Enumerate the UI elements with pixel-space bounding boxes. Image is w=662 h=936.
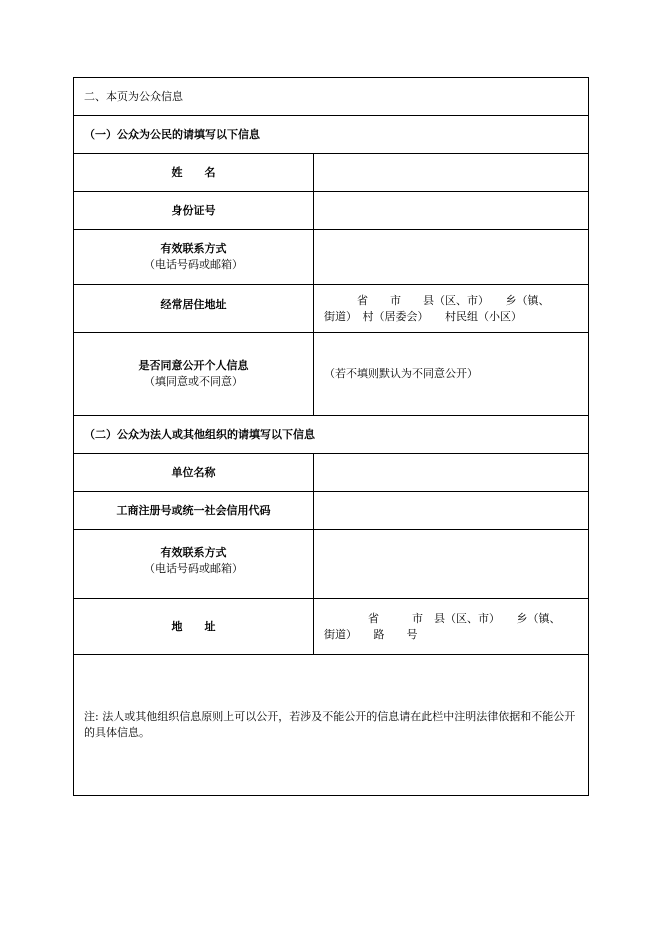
residence-address-field[interactable]: [314, 285, 589, 333]
consent-label-sub: （填同意或不同意）: [144, 375, 243, 388]
org-contact-field[interactable]: [314, 530, 589, 599]
org-address-line2: 街道） 路 号: [324, 627, 418, 641]
name-field[interactable]: [314, 154, 589, 192]
org-address-line1: 省 市 县（区、市） 乡（镇、: [324, 611, 561, 625]
page-header: 二、本页为公众信息: [74, 78, 589, 116]
residence-address-line2: 街道） 村（居委会） 村民组（小区）: [324, 309, 522, 323]
section-citizen-title: （一）公众为公民的请填写以下信息: [74, 116, 589, 154]
consent-field[interactable]: [314, 333, 589, 416]
org-address-field[interactable]: [314, 599, 589, 655]
org-name-field[interactable]: [314, 454, 589, 492]
note-cell[interactable]: [74, 655, 589, 796]
id-number-field[interactable]: [314, 192, 589, 230]
note-text: 注: 法人或其他组织信息原则上可以公开，若涉及不能公开的信息请在此栏中注明法律依据和不能公开的具体信息。: [84, 710, 576, 739]
consent-label-main: 是否同意公开个人信息: [138, 359, 249, 372]
consent-hint: （若不填则默认为不同意公开）: [324, 367, 478, 380]
citizen-contact-label-main: 有效联系方式: [160, 242, 227, 255]
id-number-label: 身份证号: [74, 192, 314, 230]
org-contact-label-sub: （电话号码或邮箱）: [144, 562, 243, 575]
section-organization-title: （二）公众为法人或其他组织的请填写以下信息: [74, 416, 589, 454]
org-contact-label: [74, 530, 314, 599]
org-contact-label-main: 有效联系方式: [160, 546, 227, 559]
residence-address-label: 经常居住地址: [74, 285, 314, 333]
org-name-label: 单位名称: [74, 454, 314, 492]
citizen-contact-label: [74, 230, 314, 285]
org-address-label: 地 址: [74, 599, 314, 655]
name-label: 姓 名: [74, 154, 314, 192]
consent-label: [74, 333, 314, 416]
citizen-contact-label-sub: （电话号码或邮箱）: [144, 258, 243, 271]
public-info-form: [73, 77, 589, 796]
citizen-contact-field[interactable]: [314, 230, 589, 285]
residence-address-line1: 省 市 县（区、市） 乡（镇、: [324, 293, 550, 307]
registration-code-field[interactable]: [314, 492, 589, 530]
registration-code-label: 工商注册号或统一社会信用代码: [74, 492, 314, 530]
